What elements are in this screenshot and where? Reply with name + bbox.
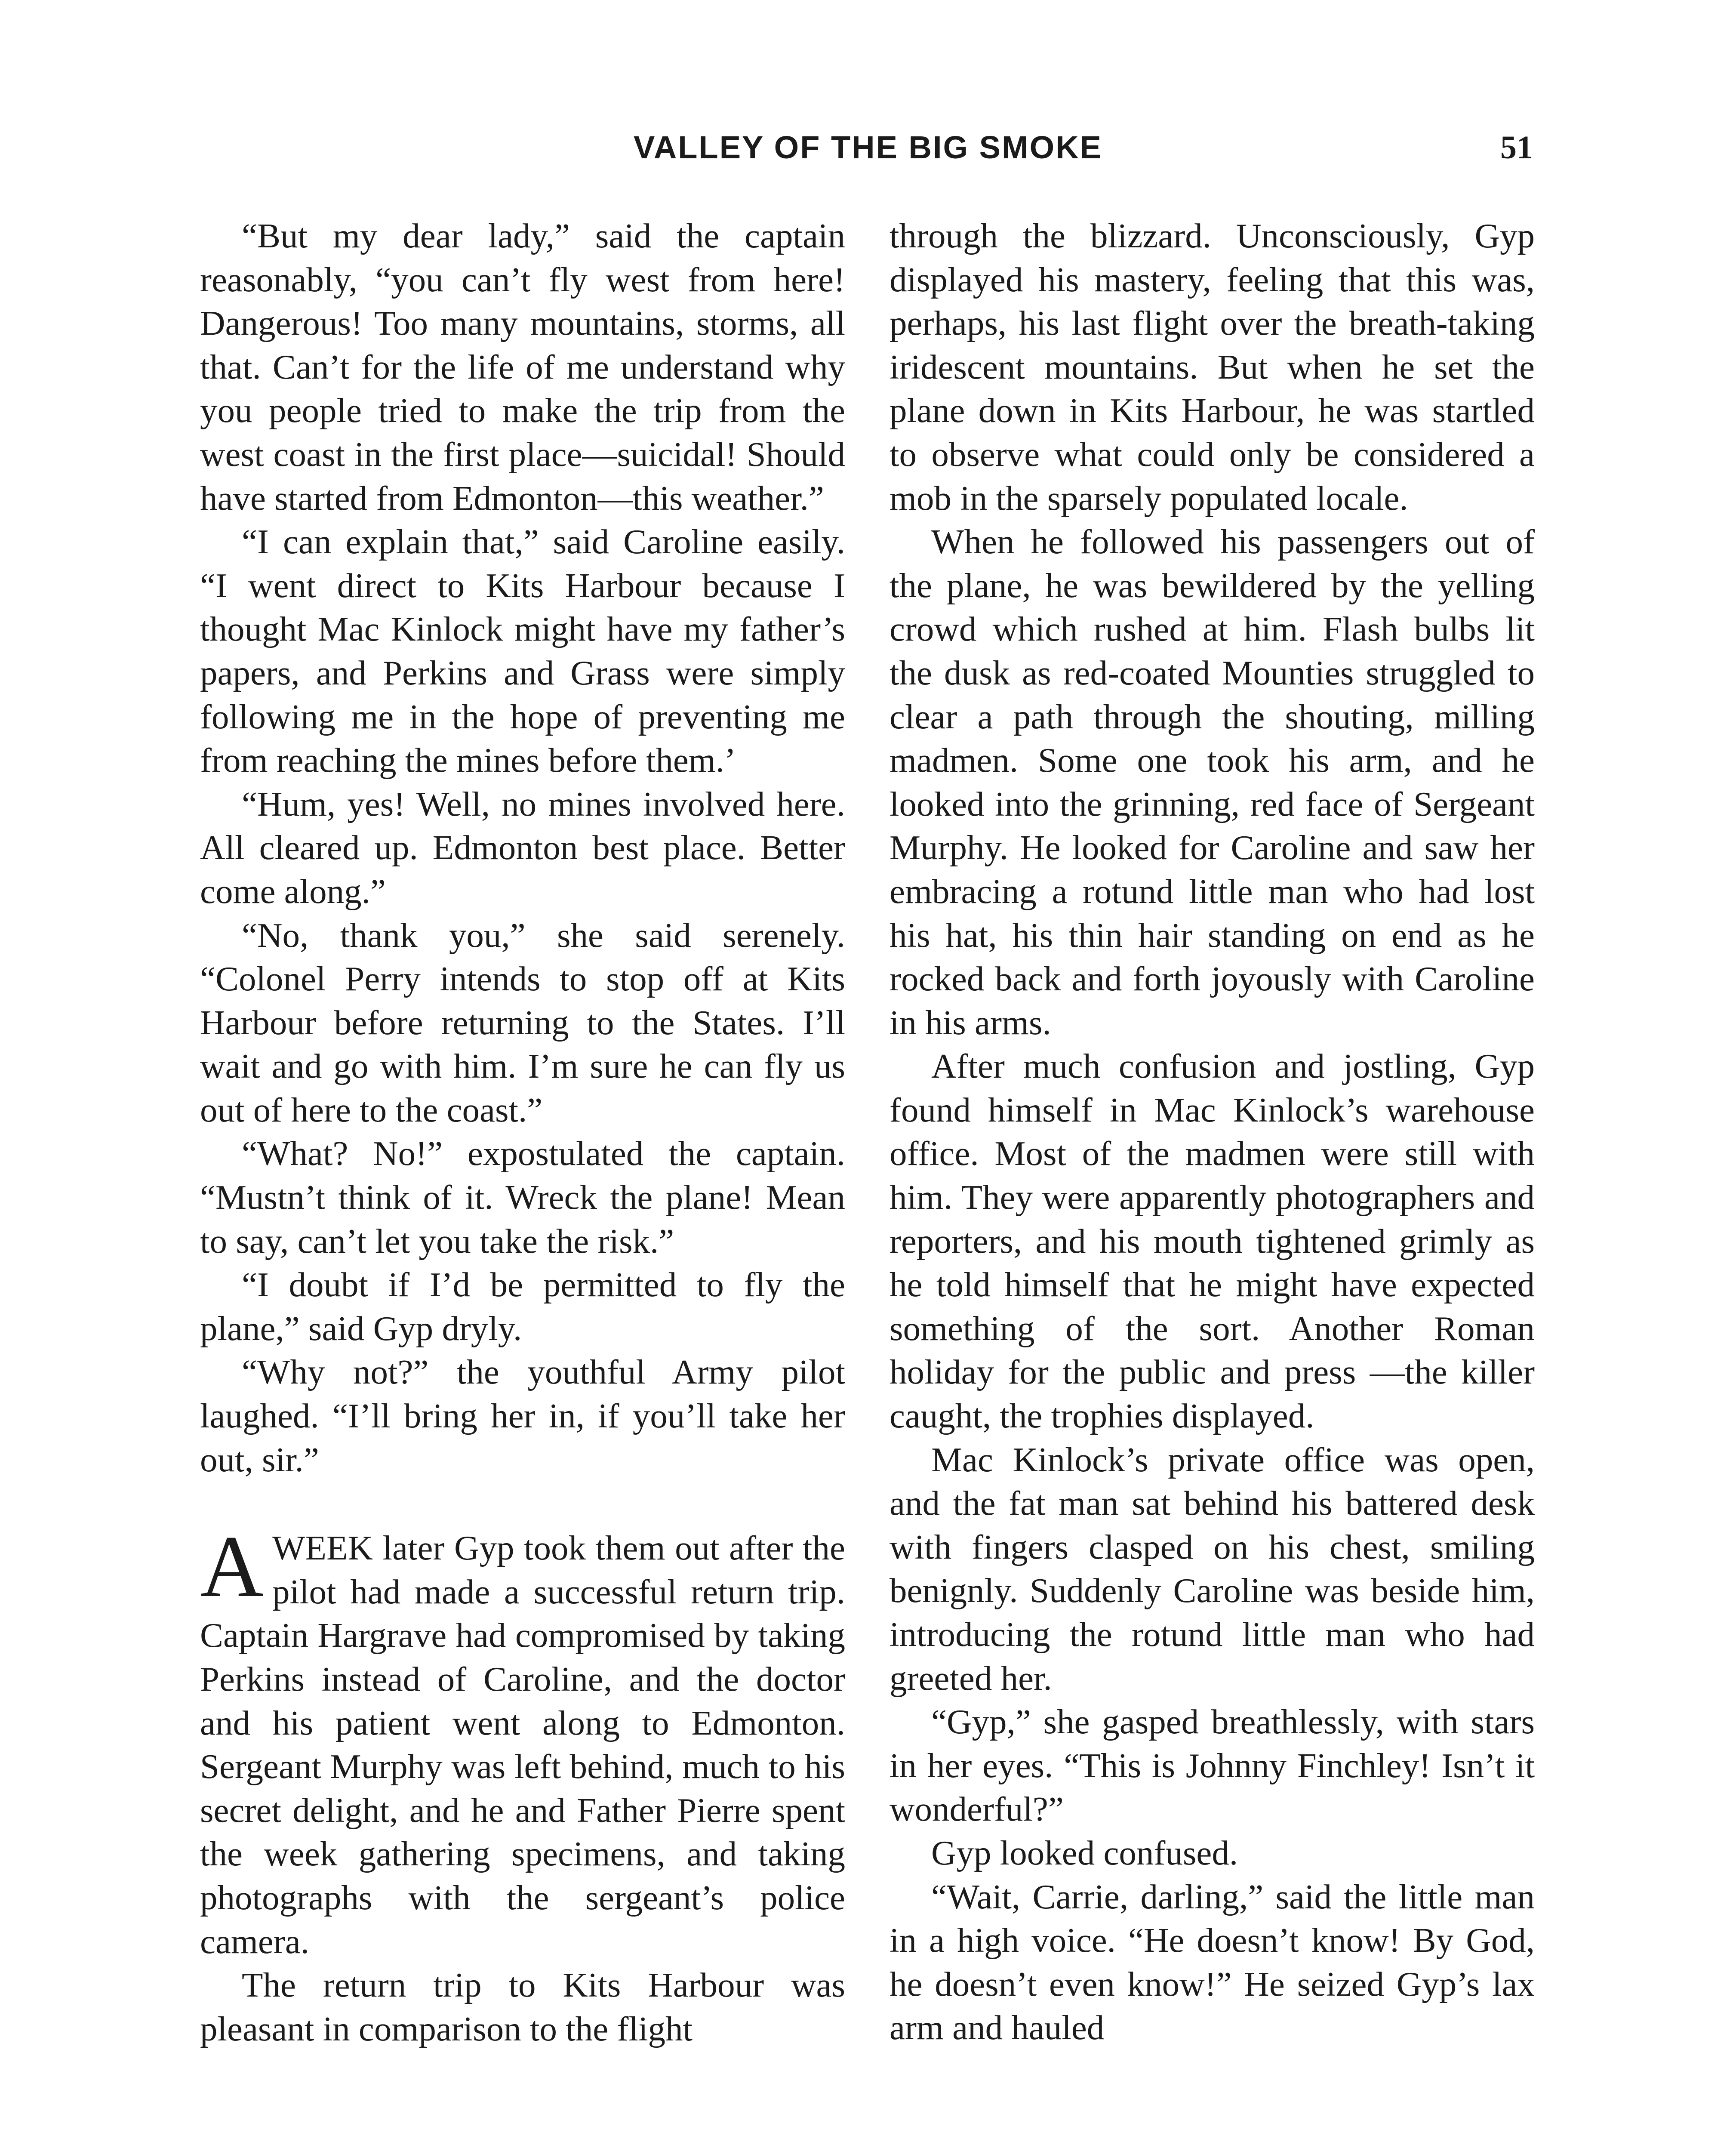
paragraph: When he followed his passengers out of the plane, he was bewildered by the yelling crowd which rushed at him. Flash bulbs lit the dusk as red-coated Mounties struggled to clear a path through the shouting, milling madmen. Some one took his arm, and he looked into the grinning, red face of Sergeant Murphy. He looked for Caroline and saw her embracing a rotund little man who had lost his hat, his thin hair standing on end as he rocked back and forth joyously with Caroline in his arms. [890,522,1535,1042]
paragraph: Mac Kinlock’s private office was open, and the fat man sat behind his battered desk with fingers clasped on his chest, smiling benignly. Suddenly Caroline was beside him, introducing the rotund little man who had greeted her. [890,1440,1535,1698]
paragraph: After much confusion and jostling, Gyp found himself in Mac Kinlock’s warehouse office. Most of the madmen were still with him. They were apparently photographers and reporters, and his mouth tightened grimly as he told himself that he might have expected something of the sort. Another Roman holiday for the public and press —the killer caught, the trophies displayed. [890,1047,1535,1436]
left-column [200,214,845,2051]
paragraph: “What? No!” expostulated the captain. “Mustn’t think of it. Wreck the plane! Mean to say, can’t let you take the risk.” [200,1134,845,1260]
paragraph: “Why not?” the youthful Army pilot laughed. “I’ll bring her in, if you’ll take her out, sir.” [200,1353,845,1479]
paragraph: “Wait, Carrie, darling,” said the little man in a high voice. “He doesn’t know! By God, he doesn’t even know!” He seized Gyp’s lax arm and hauled [890,1877,1535,2047]
paragraph: “Gyp,” she gasped breathlessly, with stars in her eyes. “This is Johnny Finchley! Isn’t it wonderful?” [890,1702,1535,1829]
paragraph: “I can explain that,” said Caroline easily. “I went direct to Kits Harbour because I thought Mac Kinlock might have my father’s papers, and Perkins and Grass were simply following me in the hope of preventing me from reaching the mines before them.’ [200,522,845,780]
paragraph-continued: through the blizzard. Unconsciously, Gyp displayed his mastery, feeling that this was, perhaps, his last flight over the breath-taking iridescent mountains. But when he set the plane down in Kits Harbour, he was startled to observe what could only be considered a mob in the sparsely populated locale. [890,216,1535,518]
paragraph: “But my dear lady,” said the captain reasonably, “you can’t fly west from here! Dangerous! Too many mountains, storms, all that. Can’t for the life of me understand why you people tried to make the trip from the west coast in the first place—suicidal! Should have started from Edmonton—this weather.” [200,216,845,518]
page-header [0,129,1736,176]
right-column [890,214,1535,2050]
paragraph: The return trip to Kits Harbour was pleasant in comparison to the flight [200,1966,845,2048]
running-title: VALLEY OF THE BIG SMOKE [633,129,1102,165]
paragraph-text: WEEK later Gyp took them out after the pilot had made a successful return trip. Captain Hargrave had compromised by taking Perkins instead of Caroline, and the doctor and his patient went along to Edmonton. Sergeant Murphy was left behind, much to his secret delight, and he and Father Pierre spent the week gathering specimens, and taking photographs with the sergeant’s police camera. [200,1529,845,1961]
section-opening-paragraph [200,1518,845,1963]
paragraph: “No, thank you,” she said serenely. “Colonel Perry intends to stop off at Kits Harbour before returning to the States. I’ll wait and go with him. I’m sure he can fly us out of here to the coast.” [200,915,845,1129]
drop-cap: A [200,1518,264,1616]
paragraph: Gyp looked confused. [931,1833,1238,1872]
section-break [200,1482,845,1526]
page-number: 51 [1500,129,1533,166]
paragraph: “Hum, yes! Well, no mines involved here. All cleared up. Edmonton best place. Better come along.” [200,784,845,911]
paragraph: “I doubt if I’d be permitted to fly the plane,” said Gyp dryly. [200,1265,845,1348]
